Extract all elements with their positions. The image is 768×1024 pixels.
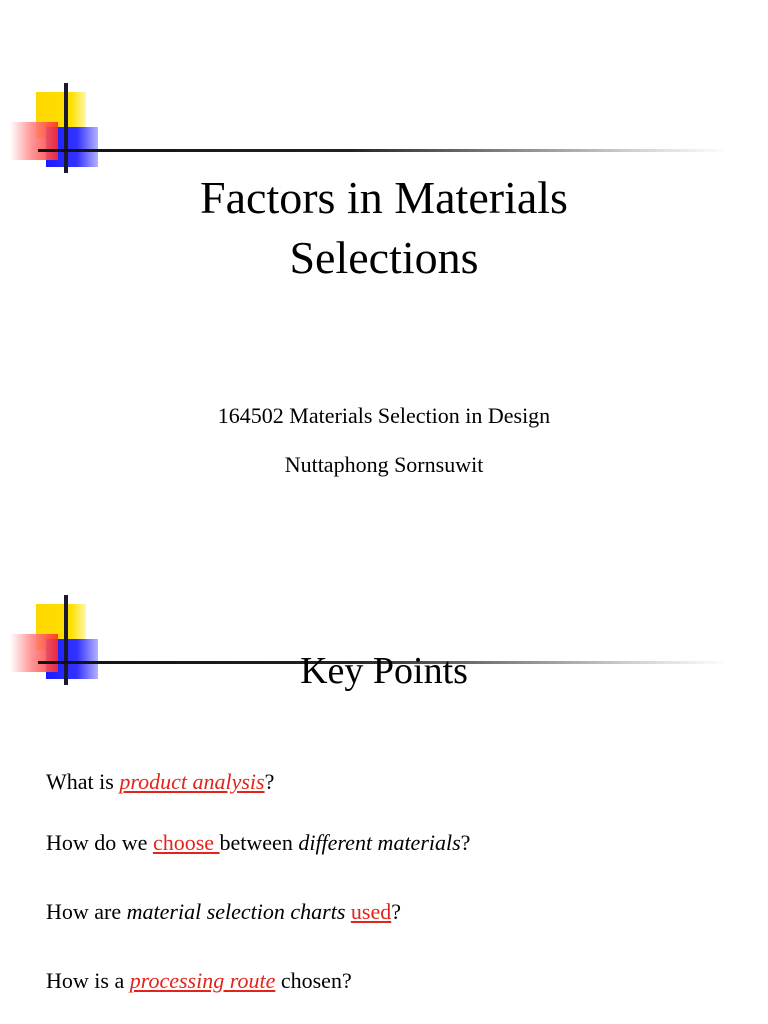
emphasis-text: different materials	[298, 830, 461, 855]
slide-key-points	[0, 512, 768, 1024]
question-selection-charts	[46, 899, 401, 925]
text: How is a	[46, 968, 130, 993]
text: chosen?	[275, 968, 352, 993]
text: ?	[460, 830, 471, 855]
vertical-rule	[64, 83, 68, 173]
horizontal-rule	[38, 149, 728, 152]
question-product-analysis	[46, 769, 274, 795]
question-processing-route	[46, 968, 352, 994]
title-line-2: Selections	[289, 232, 479, 283]
text: between	[219, 830, 299, 855]
emphasis-text: material selection charts	[126, 899, 346, 924]
question-choose-materials	[46, 830, 470, 856]
slide-title-heading	[0, 168, 768, 288]
highlight-link: used	[350, 899, 392, 924]
highlight-link: processing route	[129, 968, 276, 993]
text: ?	[264, 769, 275, 794]
text: ?	[391, 899, 401, 924]
text: How are	[46, 899, 127, 924]
author-name: Nuttaphong Sornsuwit	[284, 452, 484, 477]
course-name: 164502 Materials Selection in Design	[217, 403, 551, 428]
key-points-heading: Key Points	[300, 650, 468, 692]
text: How do we	[46, 830, 153, 855]
corner-logo-decoration	[0, 0, 768, 180]
red-square-shape	[10, 122, 58, 160]
highlight-link: product analysis	[119, 769, 265, 794]
highlight-link: choose	[152, 830, 220, 855]
text: What is	[46, 769, 120, 794]
title-line-1: Factors in Materials	[200, 172, 568, 223]
